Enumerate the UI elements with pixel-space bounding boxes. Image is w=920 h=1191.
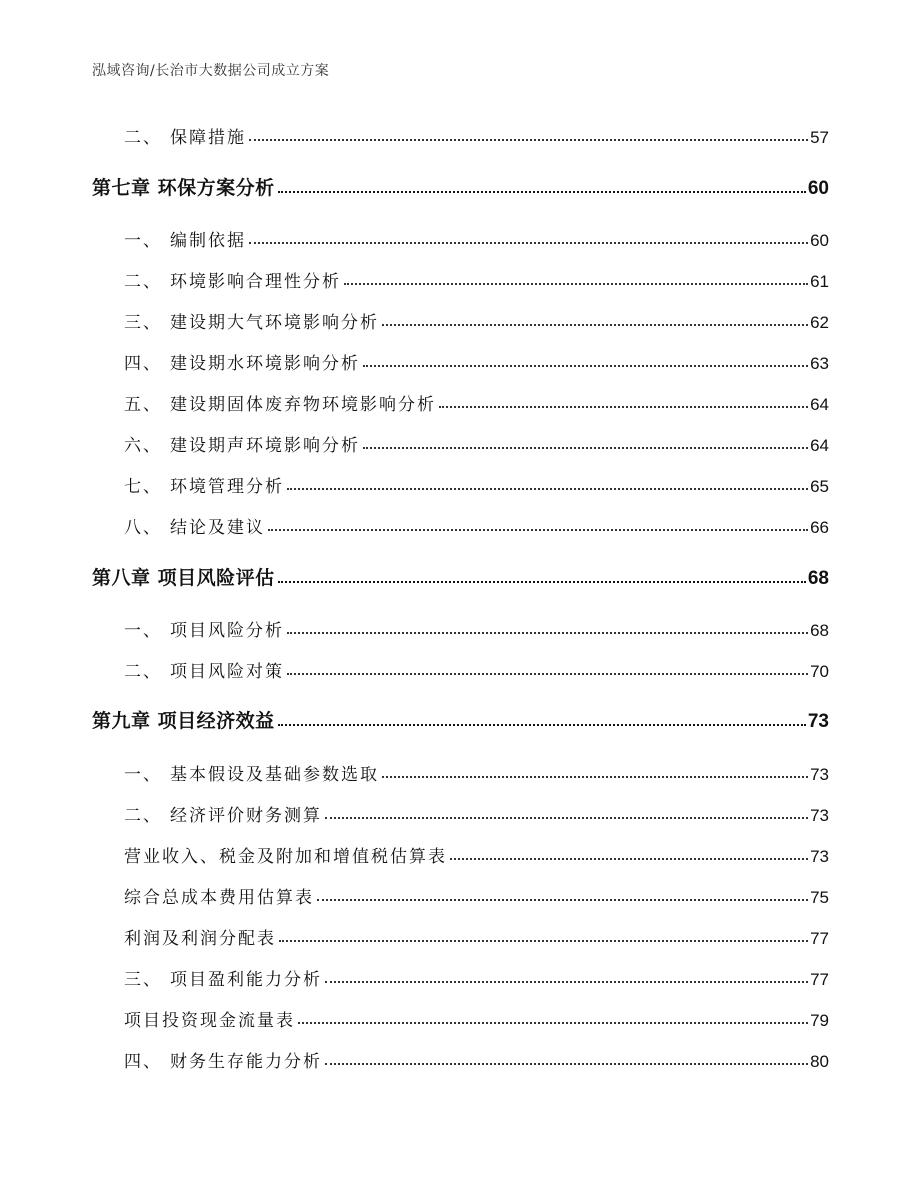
toc-entry-label xyxy=(124,965,322,990)
toc-entry-title: 项目盈利能力分析 xyxy=(170,970,322,990)
toc-entry-title: 保障措施 xyxy=(170,128,246,148)
dot-leader xyxy=(287,632,808,634)
toc-entry-page: 64 xyxy=(810,436,829,455)
toc-entry[interactable] xyxy=(124,1042,829,1072)
toc-entry-label xyxy=(124,616,284,641)
toc-entry-title: 编制依据 xyxy=(170,231,246,251)
toc-entry-title: 基本假设及基础参数选取 xyxy=(170,765,379,785)
dot-leader xyxy=(363,365,808,367)
toc-entry-title: 环境管理分析 xyxy=(170,477,284,497)
toc-entry[interactable] xyxy=(124,611,829,641)
toc-entry-number: 七、 xyxy=(124,477,162,497)
toc-entry-title: 利润及利润分配表 xyxy=(124,929,276,949)
toc-entry-number: 一、 xyxy=(124,231,162,251)
toc-entry-label xyxy=(124,267,341,292)
toc-chapter-entry[interactable] xyxy=(92,170,829,200)
toc-entry[interactable] xyxy=(124,508,829,538)
toc-entry[interactable] xyxy=(124,837,829,867)
toc-entry-title: 项目投资现金流量表 xyxy=(124,1011,295,1031)
toc-entry-label xyxy=(124,349,360,374)
toc-entry-title: 建设期大气环境影响分析 xyxy=(170,313,379,333)
toc-entry[interactable] xyxy=(124,960,829,990)
toc-entry[interactable] xyxy=(124,385,829,415)
toc-entry-number: 六、 xyxy=(124,436,162,456)
toc-entry-number: 三、 xyxy=(124,313,162,333)
dot-leader xyxy=(249,242,808,244)
toc-entry[interactable] xyxy=(124,262,829,292)
toc-entry-label xyxy=(124,123,246,148)
toc-entry-title: 项目风险分析 xyxy=(170,621,284,641)
toc-entry[interactable] xyxy=(124,755,829,785)
toc-entry-page: 65 xyxy=(810,477,829,496)
toc-entry-page: 60 xyxy=(810,231,829,250)
toc-entry[interactable] xyxy=(124,118,829,148)
toc-chapter-entry[interactable] xyxy=(92,703,829,733)
toc-entry-number: 四、 xyxy=(124,1052,162,1072)
toc-entry-title: 财务生存能力分析 xyxy=(170,1052,322,1072)
dot-leader xyxy=(287,488,808,490)
toc-entry-page: 61 xyxy=(810,272,829,291)
toc-entry-title: 经济评价财务测算 xyxy=(170,806,322,826)
dot-leader xyxy=(317,899,808,901)
toc-entry-title: 营业收入、税金及附加和增值税估算表 xyxy=(124,847,447,867)
toc-entry-label xyxy=(124,760,379,785)
toc-chapter-title: 第七章 环保方案分析 xyxy=(92,177,275,199)
toc-chapter-page: 73 xyxy=(807,711,829,732)
dot-leader xyxy=(249,139,808,141)
toc-entry-label xyxy=(124,472,284,497)
dot-leader xyxy=(278,191,806,193)
toc-entry-page: 75 xyxy=(810,888,829,907)
toc-entry-title: 建设期声环境影响分析 xyxy=(170,436,360,456)
toc-entry-number: 一、 xyxy=(124,621,162,641)
toc-entry-title: 综合总成本费用估算表 xyxy=(124,888,314,908)
toc-entry-label xyxy=(124,513,265,538)
dot-leader xyxy=(344,283,808,285)
toc-entry[interactable] xyxy=(124,878,829,908)
toc-chapter-entry[interactable] xyxy=(92,560,829,590)
toc-entry-page: 77 xyxy=(810,929,829,948)
toc-chapter-page: 68 xyxy=(807,568,829,589)
dot-leader xyxy=(439,406,808,408)
toc-entry-page: 66 xyxy=(810,518,829,537)
toc-chapter-page: 60 xyxy=(807,178,829,199)
dot-leader xyxy=(278,724,806,726)
toc-entry-label xyxy=(124,308,379,333)
dot-leader xyxy=(450,858,808,860)
toc-entry-page: 63 xyxy=(810,354,829,373)
toc-entry-page: 64 xyxy=(810,395,829,414)
toc-entry-page: 70 xyxy=(810,662,829,681)
dot-leader xyxy=(287,673,808,675)
dot-leader xyxy=(325,981,808,983)
toc-entry[interactable] xyxy=(124,796,829,826)
toc-entry-number: 二、 xyxy=(124,806,162,826)
toc-entry-label xyxy=(124,226,246,251)
toc-entry[interactable] xyxy=(124,1001,829,1031)
toc-entry-title: 项目风险对策 xyxy=(170,662,284,682)
dot-leader xyxy=(382,776,808,778)
toc-entry-number: 三、 xyxy=(124,970,162,990)
toc-entry-page: 68 xyxy=(810,621,829,640)
toc-entry-number: 二、 xyxy=(124,272,162,292)
toc-entry-title: 建设期固体废弃物环境影响分析 xyxy=(170,395,436,415)
dot-leader xyxy=(363,447,808,449)
toc-entry-number: 五、 xyxy=(124,395,162,415)
toc-entry-number: 四、 xyxy=(124,354,162,374)
toc-entry[interactable] xyxy=(124,344,829,374)
toc-entry-page: 77 xyxy=(810,970,829,989)
toc-entry[interactable] xyxy=(124,467,829,497)
toc-entry-number: 二、 xyxy=(124,662,162,682)
dot-leader xyxy=(268,529,808,531)
toc-entry-title: 环境影响合理性分析 xyxy=(170,272,341,292)
toc-chapter-title: 第九章 项目经济效益 xyxy=(92,710,275,732)
toc-entry-number: 八、 xyxy=(124,518,162,538)
toc-entry-page: 57 xyxy=(810,128,829,147)
toc-entry-label xyxy=(124,390,436,415)
toc-entry[interactable] xyxy=(124,652,829,682)
running-header: 泓域咨询/长治市大数据公司成立方案 xyxy=(92,63,330,79)
dot-leader xyxy=(298,1022,808,1024)
toc-entry-title: 结论及建议 xyxy=(170,518,265,538)
toc-entry-number: 一、 xyxy=(124,765,162,785)
dot-leader xyxy=(278,581,806,583)
toc-entry-page: 73 xyxy=(810,847,829,866)
dot-leader xyxy=(382,324,808,326)
toc-entry[interactable] xyxy=(124,426,829,456)
toc-entry-label xyxy=(124,1047,322,1072)
toc-entry[interactable] xyxy=(124,221,829,251)
toc-entry-page: 73 xyxy=(810,765,829,784)
toc-entry[interactable] xyxy=(124,919,829,949)
toc-chapter-title: 第八章 项目风险评估 xyxy=(92,567,275,589)
toc-entry-page: 62 xyxy=(810,313,829,332)
toc-entry[interactable] xyxy=(124,303,829,333)
toc-entry-number: 二、 xyxy=(124,128,162,148)
toc-entry-page: 73 xyxy=(810,806,829,825)
dot-leader xyxy=(325,817,808,819)
dot-leader xyxy=(325,1063,808,1065)
toc-entry-page: 80 xyxy=(810,1052,829,1071)
toc-entry-label xyxy=(124,657,284,682)
toc-entry-label xyxy=(124,801,322,826)
dot-leader xyxy=(279,940,808,942)
toc-entry-label xyxy=(124,431,360,456)
toc-entry-title: 建设期水环境影响分析 xyxy=(170,354,360,374)
toc-entry-page: 79 xyxy=(810,1011,829,1030)
